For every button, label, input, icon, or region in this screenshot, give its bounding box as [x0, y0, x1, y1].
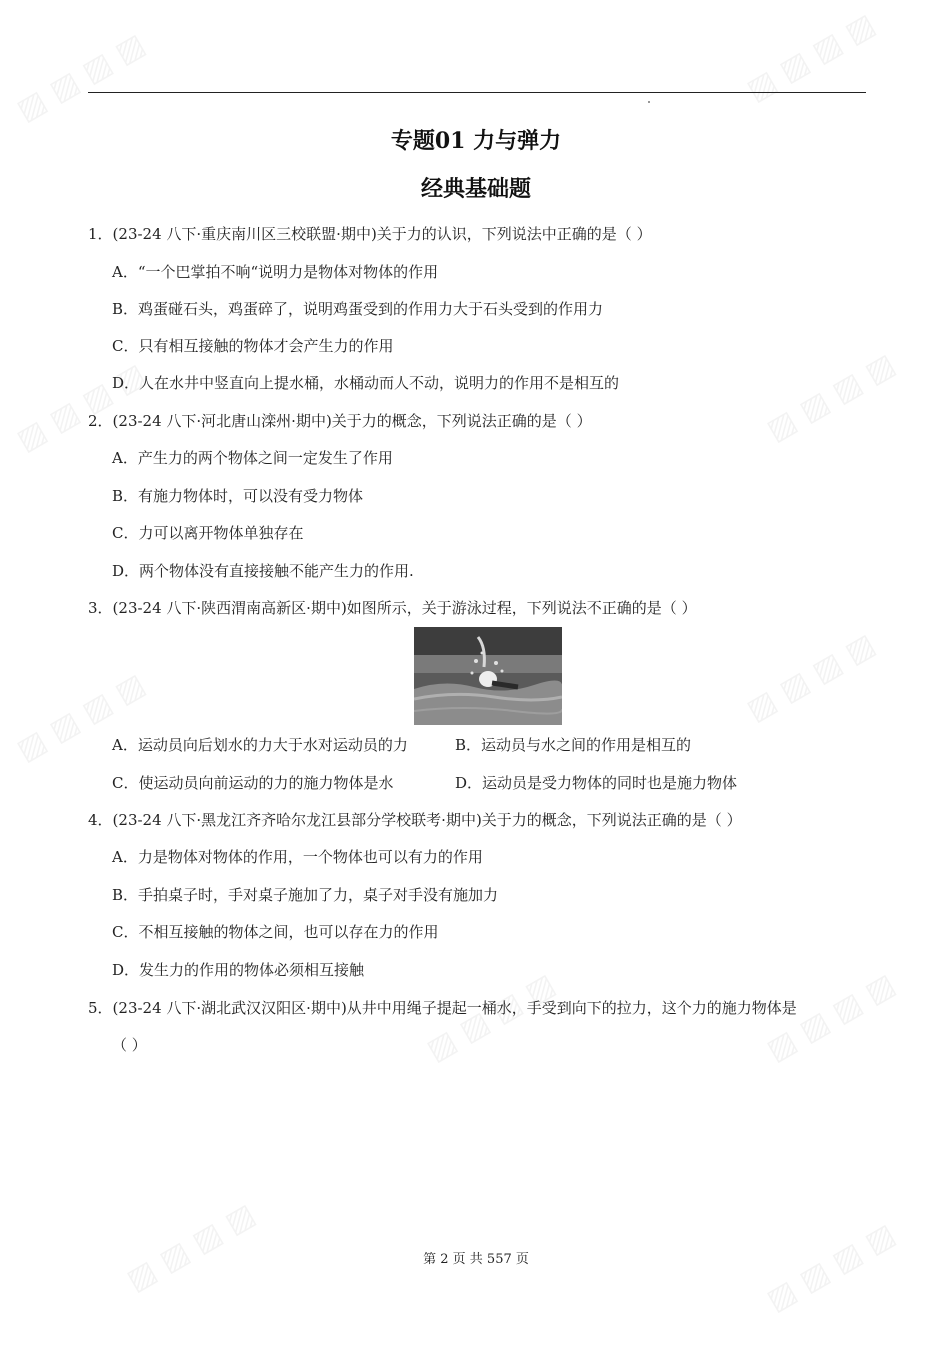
question-1-stem: 1．(23-24 八下·重庆南川区三校联盟·期中)关于力的认识，下列说法中正确的是（ ）	[88, 225, 652, 243]
question-5-stem: 5．(23-24 八下·湖北武汉汉阳区·期中)从井中用绳子提起一桶水，手受到向下的拉力，这个力的施力物体是	[88, 999, 797, 1017]
question-2-option-d: D．两个物体没有直接接触不能产生力的作用.	[112, 562, 414, 580]
page-number: 第 2 页 共 557 页	[423, 1252, 529, 1267]
question-4-option-c: C．不相互接触的物体之间，也可以存在力的作用	[112, 923, 439, 941]
watermark	[11, 27, 151, 128]
question-1-option-a: A．“一个巴掌拍不响“说明力是物体对物体的作用	[112, 263, 439, 281]
watermark	[761, 1217, 901, 1318]
question-4-stem: 4．(23-24 八下·黑龙江齐齐哈尔龙江县部分学校联考·期中)关于力的概念，下列说法正确的是（ ）	[88, 811, 742, 829]
header-rule	[88, 92, 866, 93]
question-5-answer-blank: （ ）	[112, 1036, 147, 1054]
swimmer-photo	[414, 627, 562, 725]
question-3-option-b: B．运动员与水之间的作用是相互的	[455, 736, 692, 754]
watermark	[741, 627, 881, 728]
question-4-option-a: A．力是物体对物体的作用，一个物体也可以有力的作用	[112, 848, 483, 866]
question-2-option-c: C．力可以离开物体单独存在	[112, 524, 304, 542]
question-4-option-d: D．发生力的作用的物体必须相互接触	[112, 961, 365, 979]
question-3-option-a: A．运动员向后划水的力大于水对运动员的力	[112, 736, 408, 754]
question-1-option-d: D．人在水井中竖直向上提水桶，水桶动而人不动，说明力的作用不是相互的	[112, 374, 620, 392]
section-subtitle: 经典基础题	[420, 176, 531, 202]
page-title: 专题01 力与弹力	[390, 128, 562, 154]
question-3-option-d: D．运动员是受力物体的同时也是施力物体	[455, 774, 738, 792]
question-3-stem: 3．(23-24 八下·陕西渭南高新区·期中)如图所示，关于游泳过程，下列说法不正确的是（ ）	[88, 599, 697, 617]
question-4-option-b: B．手拍桌子时，手对桌子施加了力，桌子对手没有施加力	[112, 886, 499, 904]
question-2-stem: 2．(23-24 八下·河北唐山滦州·期中)关于力的概念，下列说法正确的是（ ）	[88, 412, 592, 430]
question-1-option-c: C．只有相互接触的物体才会产生力的作用	[112, 337, 394, 355]
watermark	[761, 347, 901, 448]
swimmer-illustration	[414, 627, 562, 725]
question-2-option-a: A．产生力的两个物体之间一定发生了作用	[112, 449, 393, 467]
question-2-option-b: B．有施力物体时，可以没有受力物体	[112, 487, 364, 505]
question-3-option-c: C．使运动员向前运动的力的施力物体是水	[112, 774, 394, 792]
speck	[648, 101, 650, 103]
question-1-option-b: B．鸡蛋碰石头，鸡蛋碎了，说明鸡蛋受到的作用力大于石头受到的作用力	[112, 300, 604, 318]
